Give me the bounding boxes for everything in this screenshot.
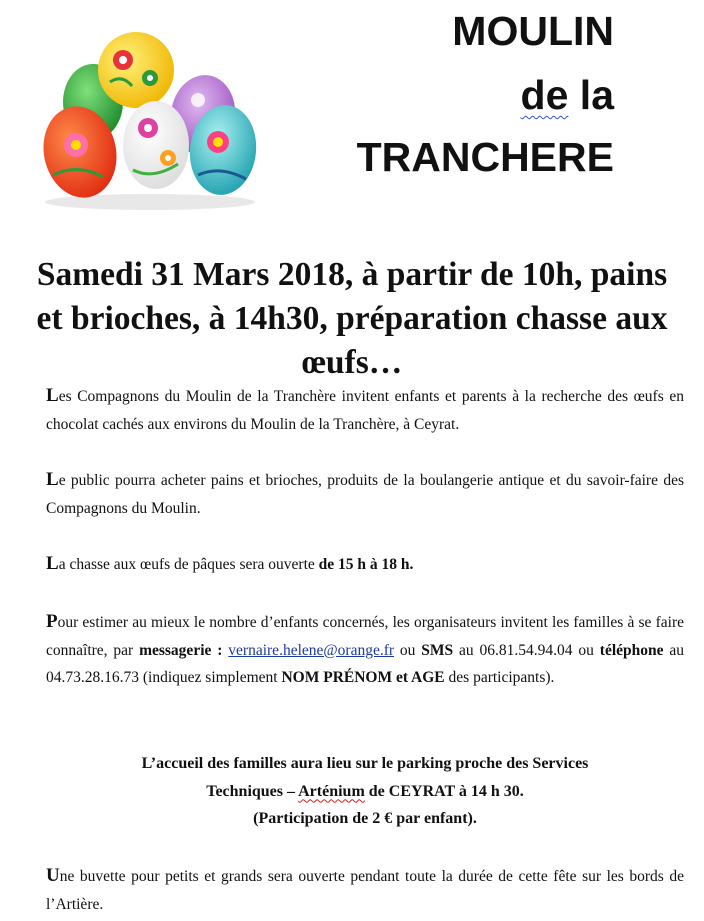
- artenium-word: Arténium: [298, 782, 365, 800]
- event-headline: Samedi 31 Mars 2018, à partir de 10h, pains et brioches, à 14h30, préparation chasse aux œufs…: [36, 256, 668, 381]
- hunt-hours: de 15 h à 18 h.: [318, 556, 414, 573]
- meeting-line-2: Techniques – Arténium de CEYRAT à 14 h 30.: [206, 782, 524, 800]
- paragraph-text: a chasse aux œufs de pâques sera ouverte: [58, 556, 319, 573]
- label-sms: SMS: [421, 641, 454, 659]
- paragraph-intro: [46, 382, 684, 438]
- paragraph-meeting-point: [46, 750, 684, 833]
- email-link[interactable]: vernaire.helene@orange.fr: [228, 641, 395, 659]
- paragraph-text: e public pourra acheter pains et brioches, produits de la boulangerie antique et du savoir-faire des Compagnons du Moulin.: [46, 472, 684, 517]
- title-word-la: la: [568, 72, 614, 118]
- drop-cap: L: [46, 469, 59, 490]
- text-phone-number: au 04.73.28.16.73 (indiquez simplement: [46, 641, 685, 686]
- drop-cap: U: [46, 865, 60, 886]
- paragraph-registration: [46, 608, 684, 692]
- paragraph-public: [46, 466, 684, 522]
- title-line-de-la: [521, 72, 614, 118]
- drop-cap: L: [46, 385, 59, 406]
- paragraph-buvette: [46, 862, 684, 918]
- meeting-line-3: (Participation de 2 € par enfant).: [253, 810, 477, 827]
- title-line-moulin: MOULIN: [452, 8, 614, 54]
- label-telephone: téléphone: [599, 641, 664, 659]
- paragraph-text: our estimer au mieux le nombre d’enfants concernés, les organisateurs invitent les familles à se faire connaître, par: [46, 614, 684, 659]
- easter-eggs-icon: [38, 30, 263, 210]
- meeting-line-1: L’accueil des familles aura lieu sur le parking proche des Services: [141, 755, 589, 772]
- paragraph-text: ne buvette pour petits et grands sera ouverte pendant toute la durée de cette fête sur les bords de l’Artière.: [46, 868, 684, 913]
- text-participants: des participants).: [444, 669, 555, 686]
- text-ou: ou: [394, 641, 422, 659]
- text-sms-number: au 06.81.54.94.04 ou: [453, 641, 600, 659]
- drop-cap: L: [46, 553, 59, 574]
- label-messagerie: messagerie :: [139, 641, 223, 659]
- title-line-tranchere: TRANCHERE: [356, 134, 614, 180]
- label-nom-prenom-age: NOM PRÉNOM et AGE: [281, 669, 445, 686]
- title-word-de: de: [520, 72, 569, 118]
- drop-cap: P: [46, 611, 58, 632]
- paragraph-hunt-hours: [46, 550, 684, 579]
- paragraph-text: es Compagnons du Moulin de la Tranchère invitent enfants et parents à la recherche des œufs en chocolat cachés aux environs du Moulin de la Tranchère, à Ceyrat.: [46, 388, 684, 433]
